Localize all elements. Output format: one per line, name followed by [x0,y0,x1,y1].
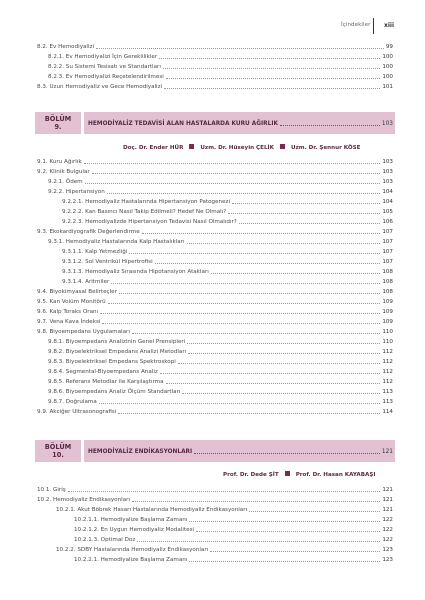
square-bullet-icon [280,144,285,149]
toc-entry[interactable]: 9.8.5. Referans Metodlar ile Karşılaştırma 112 [48,379,393,385]
toc-entry[interactable]: 9.8.7. Doğrulama 113 [48,399,393,405]
toc-entry[interactable]: 9.3.1.1. Kalp Yetmezliği 107 [62,249,393,255]
toc-entry[interactable]: 8.3. Uzun Hemodiyaliz ve Gece Hemodiyalizi 101 [37,84,393,90]
toc-entry[interactable]: 9.4. Biyokimyasal Belirteçler 108 [37,289,393,295]
square-bullet-icon [189,144,194,149]
toc-entry[interactable]: 9.3.1.3. Hemodiyaliz Sırasında Hipotansiyon Atakları 108 [62,269,393,275]
square-bullet-icon [285,471,290,476]
toc-entry[interactable]: 9.2.2.2. Kan Basıncı Nasıl Takip Edilmeli? Hedef Ne Olmalı? 105 [62,209,393,215]
toc-entry[interactable]: 10.2. Hemodiyaliz Endikasyonları 121 [37,497,393,503]
toc-entry[interactable]: 8.2.2. Su Sistemi Tesisatı ve Standartları 100 [48,64,393,70]
toc-entry[interactable]: 9.8.6. Biyoempedans Analiz Ölçüm Standartları 113 [48,389,393,395]
header-divider [373,18,374,34]
toc-entry[interactable]: 9.9. Akciğer Ultrasonografisi 114 [37,409,393,415]
chapter-9-label: BÖLÜM 9. [35,112,84,134]
toc-entry[interactable]: 9.8.3. Biyoelektriksel Empedans Spektroskopi 112 [48,359,393,365]
toc-entry[interactable]: 9.2.2.3. Hemodiyalizde Hipertansiyon Tedavisi Nasıl Olmalıdır? 106 [62,219,393,225]
chapter-10-label: BÖLÜM 10. [35,440,84,462]
toc-entry[interactable]: 9.2. Klinik Bulgular 103 [37,169,393,175]
page-number: xiii [384,22,395,29]
toc-entry[interactable]: 10.2.1.1. Hemodiyalize Başlama Zamanı 122 [74,517,393,523]
toc-entry[interactable]: 9.2.1. Ödem 103 [48,179,393,185]
toc-entry[interactable]: 9.8.4. Segmental-Biyoempedans Analiz 112 [48,369,393,375]
toc-entry[interactable]: 9.7. Vena Kava İndeksi 109 [37,319,393,325]
toc-entry[interactable]: 9.3.1.4. Aritmiler 108 [62,279,393,285]
toc-entry[interactable]: 9.1. Kuru Ağırlık 103 [37,159,393,165]
toc-entry[interactable]: 9.8.1. Biyoempedans Analizinin Genel Prensipleri 110 [48,339,393,345]
chapter-10-authors: Prof. Dr. Dede ŞİT Prof. Dr. Hasan KAYABAŞI [223,472,376,478]
toc-entry[interactable]: 9.6. Kalp Toraks Oranı 109 [37,309,393,315]
chapter-10-title[interactable]: HEMODİYALİZ ENDİKASYONLARI 121 [88,449,393,455]
toc-entry[interactable]: 8.2. Ev Hemodiyalizi 99 [37,44,393,50]
toc-entry[interactable]: 9.3. Ekokardiyografik Değerlendirme 107 [37,229,393,235]
chapter-9-title[interactable]: HEMODİYALİZ TEDAVİSİ ALAN HASTALARDA KURU AĞIRLIK 103 [88,121,393,127]
toc-entry[interactable]: 10.2.2.1. Hemodiyalize Başlama Zamanı 123 [74,557,393,563]
toc-entry[interactable]: 8.2.1. Ev Hemodiyalizi İçin Gereklilikler 100 [48,54,393,60]
toc-entry[interactable]: 10.2.2. SDBY Hastalarında Hemodiyaliz Endikasyonları 123 [56,547,393,553]
toc-entry[interactable]: 10.2.1.2. En Uygun Hemodiyaliz Modalitesi 122 [74,527,393,533]
toc-entry[interactable]: 10.2.1.3. Optimal Doz 122 [74,537,393,543]
toc-entry[interactable]: 10.1. Giriş 121 [37,487,393,493]
toc-entry[interactable]: 9.5. Kan Volüm Monitörü 109 [37,299,393,305]
toc-entry[interactable]: 9.2.2.1. Hemodiyaliz Hastalarında Hipertansiyon Patogenezi 104 [62,199,393,205]
toc-entry[interactable]: 10.2.1. Akut Böbrek Hasarı Hastalarında Hemodiyaliz Endikasyonları 121 [56,507,393,513]
toc-entry[interactable]: 9.8. Biyoempedans Uygulamaları 110 [37,329,393,335]
toc-entry[interactable]: 9.8.2. Biyoelektriksel Empedans Analizi Metodları 112 [48,349,393,355]
running-header: İçindekiler [341,22,371,28]
toc-entry[interactable]: 9.3.1. Hemodiyaliz Hastalarında Kalp Hastalıkları 107 [48,239,393,245]
toc-entry[interactable]: 9.3.1.2. Sol Ventrikül Hipertrofisi 107 [62,259,393,265]
toc-entry[interactable]: 8.2.3. Ev Hemodiyalizi Reçetelendirilmesi 100 [48,74,393,80]
toc-entry[interactable]: 9.2.2. Hipertansiyon 104 [48,189,393,195]
chapter-9-authors: Doç. Dr. Ender HÜR Uzm. Dr. Hüseyin ÇELİK Uzm. Dr. Şennur KÖSE [123,145,361,151]
